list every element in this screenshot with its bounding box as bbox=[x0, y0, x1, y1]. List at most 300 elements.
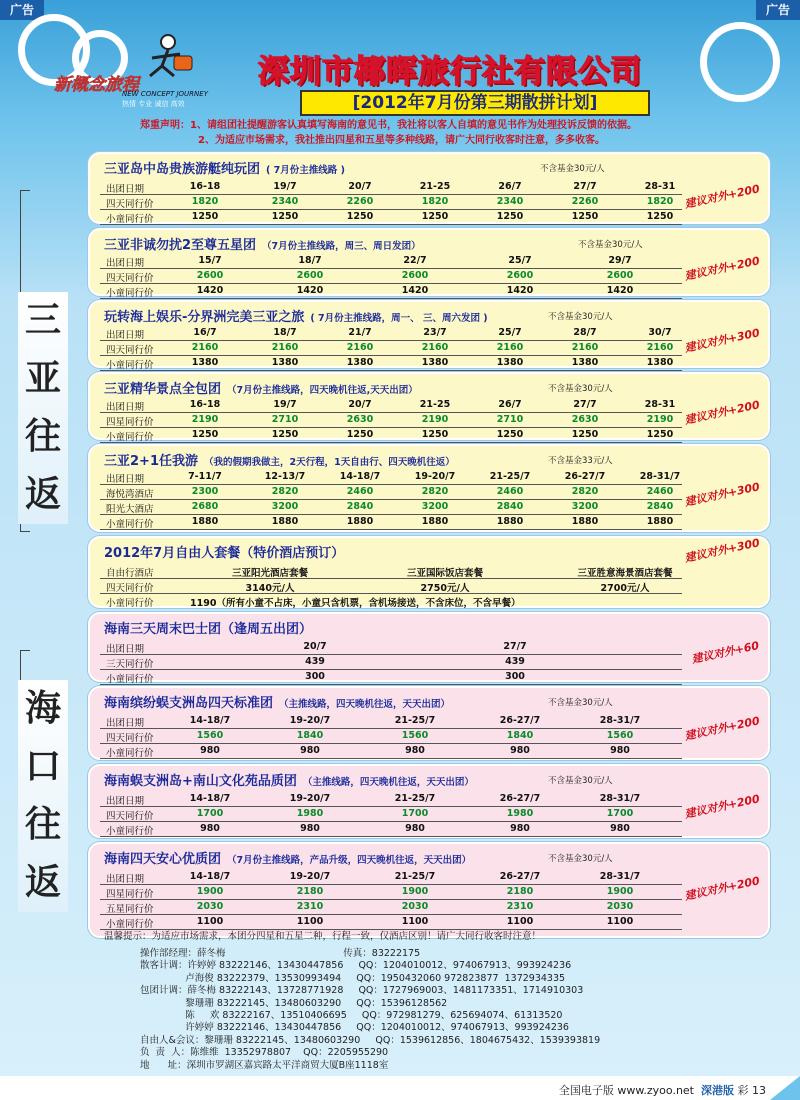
price-cell: 3140元/人 bbox=[245, 583, 295, 594]
tour-subtitle: ( 7月份主推线路 ) bbox=[266, 165, 345, 176]
ad-tag-right: 广告 bbox=[756, 0, 800, 20]
price-cell: 3200 bbox=[421, 501, 449, 512]
price-cell: 22/7 bbox=[403, 255, 427, 266]
row-label: 五星同行价 bbox=[106, 904, 154, 915]
row-label: 小童同行价 bbox=[106, 598, 154, 609]
price-cell: 27/7 bbox=[573, 181, 597, 192]
child-price-note: 1190（所有小童不占床，小童只含机票，含机场接送，不含床位，不含早餐） bbox=[190, 598, 521, 609]
price-cell: 1900 bbox=[606, 886, 634, 897]
price-cell: 14-18/7 bbox=[189, 715, 231, 726]
suggested-price-stamp: 建议对外+300 bbox=[683, 536, 761, 565]
tour-title bbox=[104, 770, 474, 789]
price-cell: 1100 bbox=[506, 916, 534, 927]
price-cell: 1380 bbox=[646, 357, 674, 368]
price-cell: 2190 bbox=[191, 414, 219, 425]
price-cell: 300 bbox=[505, 671, 525, 682]
price-cell: 980 bbox=[405, 823, 425, 834]
suggested-price-stamp: 建议对外+200 bbox=[683, 254, 761, 283]
tour-title-text: 玩转海上娱乐-分界洲完美三亚之旅 bbox=[104, 310, 305, 325]
tip-text: 温馨提示：为适应市场需求，本团分四星和五星二种，行程一致，仅酒店区别！请广大同行收客时注意！ bbox=[104, 931, 542, 942]
price-cell: 2160 bbox=[646, 342, 674, 353]
price-row bbox=[100, 500, 682, 515]
price-row bbox=[100, 515, 682, 530]
price-row bbox=[100, 195, 682, 210]
price-cell: 1420 bbox=[401, 285, 429, 296]
price-row bbox=[100, 428, 682, 443]
price-cell: 21-25 bbox=[419, 399, 451, 410]
tour-title bbox=[104, 618, 312, 637]
price-cell: 三亚胜意海景酒店套餐 bbox=[577, 568, 673, 579]
price-cell: 1250 bbox=[571, 429, 599, 440]
logo-name: 新概念旅程 bbox=[54, 75, 139, 95]
price-cell: 2630 bbox=[571, 414, 599, 425]
price-cell: 2680 bbox=[191, 501, 219, 512]
price-cell: 26/7 bbox=[498, 181, 522, 192]
price-row bbox=[100, 180, 682, 195]
price-row bbox=[100, 792, 682, 807]
logo-en: NEW CONCEPT JOURNEY bbox=[122, 90, 208, 98]
row-label: 出团日期 bbox=[106, 644, 145, 655]
price-cell: 2340 bbox=[496, 196, 524, 207]
price-cell: 29/7 bbox=[608, 255, 632, 266]
price-row bbox=[100, 269, 682, 284]
price-cell: 2260 bbox=[571, 196, 599, 207]
price-cell: 2460 bbox=[496, 486, 524, 497]
traveler-icon bbox=[128, 32, 208, 82]
notice-line-2: 2、为适应市场需求，我社推出四星和五星等多种线路，请广大同行收客时注意，多多收客。 bbox=[198, 135, 605, 146]
tour-title bbox=[104, 848, 471, 867]
price-row bbox=[100, 326, 682, 341]
tour-subtitle: （7月份主推线路，产品升级，四天晚机往返，天天出团） bbox=[227, 855, 472, 866]
suggested-price-stamp: 建议对外+200 bbox=[683, 398, 761, 427]
price-cell: 980 bbox=[510, 823, 530, 834]
price-cell: 2030 bbox=[606, 901, 634, 912]
price-cell: 27/7 bbox=[503, 641, 527, 652]
tour-subtitle: ( 7月份主推线路，周一、 三、周六发团 ) bbox=[310, 313, 488, 324]
tour-panel-p3 bbox=[88, 300, 770, 371]
price-cell: 2160 bbox=[191, 342, 219, 353]
price-cell: 20/7 bbox=[348, 399, 372, 410]
price-row bbox=[100, 398, 682, 413]
footer-corner bbox=[770, 1076, 800, 1100]
price-cell: 2840 bbox=[646, 501, 674, 512]
price-cell: 3200 bbox=[571, 501, 599, 512]
price-cell: 2160 bbox=[421, 342, 449, 353]
price-cell: 2160 bbox=[571, 342, 599, 353]
tour-panel-p5 bbox=[88, 444, 770, 532]
price-row bbox=[100, 655, 682, 670]
tour-title bbox=[104, 158, 345, 177]
row-label: 三天同行价 bbox=[106, 659, 154, 670]
row-label: 阳光大酒店 bbox=[106, 504, 154, 515]
price-cell: 21-25/7 bbox=[394, 793, 436, 804]
tour-panel-p1 bbox=[88, 152, 770, 224]
suggested-price-stamp: 建议对外+300 bbox=[683, 326, 761, 355]
tour-title-text: 三亚非诚勿扰2至尊五星团 bbox=[104, 238, 257, 253]
tour-title-text: 三亚2+1任我游 bbox=[104, 454, 198, 469]
price-cell: 1700 bbox=[606, 808, 634, 819]
price-cell: 439 bbox=[505, 656, 525, 667]
row-label: 出团日期 bbox=[106, 874, 145, 885]
section-char: 返 bbox=[24, 862, 61, 903]
plan-title: [2012年7月份第三期散拼计划] bbox=[300, 90, 650, 116]
price-row bbox=[100, 356, 682, 371]
price-cell: 1250 bbox=[346, 211, 374, 222]
price-cell: 2310 bbox=[296, 901, 324, 912]
price-cell: 15/7 bbox=[198, 255, 222, 266]
footer-site: 全国电子版 www.zyoo.net bbox=[558, 1084, 694, 1097]
row-label: 小童同行价 bbox=[106, 919, 154, 930]
price-cell: 三亚阳光酒店套餐 bbox=[231, 568, 308, 579]
tour-title bbox=[104, 692, 450, 711]
price-cell: 1420 bbox=[296, 285, 324, 296]
row-label: 出团日期 bbox=[106, 184, 145, 195]
price-cell: 1250 bbox=[496, 211, 524, 222]
row-label: 四星同行价 bbox=[106, 417, 154, 428]
price-cell: 1880 bbox=[646, 516, 674, 527]
price-cell: 1900 bbox=[196, 886, 224, 897]
tour-title-text: 海南三天周末巴士团（逢周五出团） bbox=[104, 622, 313, 637]
price-cell: 19/7 bbox=[273, 181, 297, 192]
section-char: 往 bbox=[24, 416, 61, 457]
price-cell: 1380 bbox=[571, 357, 599, 368]
fund-note: 不含基金30元/人 bbox=[540, 164, 605, 174]
row-label: 四星同行价 bbox=[106, 889, 154, 900]
price-cell: 1380 bbox=[496, 357, 524, 368]
price-cell: 1880 bbox=[271, 516, 299, 527]
tour-title-text: 海南缤纷蜈支洲岛四天标准团 bbox=[104, 696, 274, 711]
price-cell: 19/7 bbox=[273, 399, 297, 410]
price-cell: 1880 bbox=[496, 516, 524, 527]
row-label: 四天同行价 bbox=[106, 199, 154, 210]
tour-panel-h3 bbox=[88, 764, 770, 838]
price-cell: 2160 bbox=[271, 342, 299, 353]
row-label: 出团日期 bbox=[106, 402, 145, 413]
row-label: 小童同行价 bbox=[106, 826, 154, 837]
tour-title-text: 海南蜈支洲岛+南山文化苑品质团 bbox=[104, 774, 297, 789]
tour-subtitle: （7月份主推线路，周三、周日发团） bbox=[262, 241, 421, 252]
price-cell: 1100 bbox=[296, 916, 324, 927]
price-row bbox=[100, 640, 682, 655]
tour-subtitle: （7月份主推线路，四天晚机往返,天天出团） bbox=[227, 385, 418, 396]
suggested-price-stamp: 建议对外+200 bbox=[683, 792, 761, 821]
price-cell: 21-25/7 bbox=[394, 871, 436, 882]
price-cell: 980 bbox=[405, 745, 425, 756]
price-cell: 1840 bbox=[296, 730, 324, 741]
row-label: 四天同行价 bbox=[106, 273, 154, 284]
price-cell: 2600 bbox=[296, 270, 324, 281]
price-cell: 1820 bbox=[191, 196, 219, 207]
price-cell: 1380 bbox=[191, 357, 219, 368]
price-cell: 1880 bbox=[191, 516, 219, 527]
price-cell: 1100 bbox=[606, 916, 634, 927]
price-row bbox=[100, 470, 682, 485]
tour-panel-h2 bbox=[88, 686, 770, 760]
price-cell: 21-25 bbox=[419, 181, 451, 192]
price-cell: 14-18/7 bbox=[189, 871, 231, 882]
price-row bbox=[100, 210, 682, 225]
tour-title-text: 2012年7月自由人套餐（特价酒店预订） bbox=[104, 546, 345, 561]
price-cell: 19-20/7 bbox=[414, 471, 456, 482]
price-cell: 21/7 bbox=[348, 327, 372, 338]
price-row bbox=[100, 744, 682, 759]
price-cell: 2340 bbox=[271, 196, 299, 207]
row-label: 四天同行价 bbox=[106, 733, 154, 744]
tour-title bbox=[104, 234, 421, 253]
price-cell: 2750元/人 bbox=[420, 583, 470, 594]
price-cell: 980 bbox=[610, 745, 630, 756]
price-cell: 2030 bbox=[196, 901, 224, 912]
price-cell: 1880 bbox=[346, 516, 374, 527]
price-cell: 2460 bbox=[346, 486, 374, 497]
row-label: 自由行酒店 bbox=[106, 568, 154, 579]
tour-title bbox=[104, 378, 418, 397]
price-row bbox=[100, 594, 682, 609]
row-label: 四天同行价 bbox=[106, 811, 154, 822]
notice bbox=[140, 118, 637, 148]
price-cell: 980 bbox=[300, 745, 320, 756]
price-cell: 2460 bbox=[646, 486, 674, 497]
section-char: 三 bbox=[24, 300, 61, 341]
tour-subtitle: （主推线路，四天晚机往返，天天出团） bbox=[302, 777, 474, 788]
price-row bbox=[100, 284, 682, 299]
row-label: 小童同行价 bbox=[106, 360, 154, 371]
price-cell: 1880 bbox=[571, 516, 599, 527]
price-cell: 1560 bbox=[401, 730, 429, 741]
price-cell: 26-27/7 bbox=[499, 793, 541, 804]
row-label: 小童同行价 bbox=[106, 288, 154, 299]
tour-panel-p4 bbox=[88, 372, 770, 443]
price-cell: 1250 bbox=[646, 429, 674, 440]
tour-panel-p6 bbox=[88, 536, 770, 608]
price-row bbox=[100, 729, 682, 744]
price-cell: 439 bbox=[305, 656, 325, 667]
price-cell: 2180 bbox=[296, 886, 324, 897]
price-cell: 1380 bbox=[346, 357, 374, 368]
price-cell: 19-20/7 bbox=[289, 715, 331, 726]
price-cell: 27/7 bbox=[573, 399, 597, 410]
price-cell: 23/7 bbox=[423, 327, 447, 338]
price-cell: 18/7 bbox=[298, 255, 322, 266]
suggested-price-stamp: 建议对外+60 bbox=[690, 639, 761, 666]
row-label: 小童同行价 bbox=[106, 674, 154, 685]
price-cell: 2710 bbox=[271, 414, 299, 425]
price-cell: 26/7 bbox=[498, 399, 522, 410]
price-cell: 2820 bbox=[271, 486, 299, 497]
price-cell: 2600 bbox=[606, 270, 634, 281]
price-row bbox=[100, 870, 682, 885]
price-row bbox=[100, 900, 682, 915]
row-label: 小童同行价 bbox=[106, 748, 154, 759]
price-row bbox=[100, 579, 682, 594]
fund-note: 不含基金30元/人 bbox=[548, 854, 613, 864]
price-row bbox=[100, 564, 682, 579]
price-cell: 1250 bbox=[271, 429, 299, 440]
price-cell: 1250 bbox=[191, 429, 219, 440]
price-cell: 1380 bbox=[271, 357, 299, 368]
section-char: 往 bbox=[24, 804, 61, 845]
fund-note: 不含基金30元/人 bbox=[548, 776, 613, 786]
row-label: 四天同行价 bbox=[106, 345, 154, 356]
price-cell: 2710 bbox=[496, 414, 524, 425]
price-cell: 18/7 bbox=[273, 327, 297, 338]
section-char: 亚 bbox=[24, 358, 61, 399]
section-char: 口 bbox=[24, 746, 61, 787]
price-cell: 2160 bbox=[496, 342, 524, 353]
price-cell: 28-31/7 bbox=[599, 793, 641, 804]
price-cell: 1420 bbox=[196, 285, 224, 296]
company-logo bbox=[48, 32, 218, 112]
price-cell: 16/7 bbox=[193, 327, 217, 338]
price-cell: 980 bbox=[200, 823, 220, 834]
price-cell: 980 bbox=[510, 745, 530, 756]
section-char: 返 bbox=[24, 474, 61, 515]
price-cell: 1250 bbox=[271, 211, 299, 222]
price-cell: 1980 bbox=[296, 808, 324, 819]
price-row bbox=[100, 341, 682, 356]
price-cell: 28/7 bbox=[573, 327, 597, 338]
price-cell: 2700元/人 bbox=[600, 583, 650, 594]
price-cell: 21-25/7 bbox=[394, 715, 436, 726]
price-cell: 19-20/7 bbox=[289, 793, 331, 804]
row-label: 小童同行价 bbox=[106, 519, 154, 530]
price-cell: 30/7 bbox=[648, 327, 672, 338]
price-cell: 28-31 bbox=[644, 181, 676, 192]
price-cell: 2630 bbox=[346, 414, 374, 425]
price-cell: 2180 bbox=[506, 886, 534, 897]
price-cell: 2190 bbox=[646, 414, 674, 425]
price-cell: 1420 bbox=[606, 285, 634, 296]
price-cell: 2260 bbox=[346, 196, 374, 207]
tour-panel-h4 bbox=[88, 842, 770, 938]
price-cell: 7-11/7 bbox=[188, 471, 222, 482]
footer-page: 彩 13 bbox=[737, 1084, 766, 1097]
fund-note: 不含基金30元/人 bbox=[578, 240, 643, 250]
price-row bbox=[100, 413, 682, 428]
price-cell: 980 bbox=[200, 745, 220, 756]
tour-panel-p2 bbox=[88, 228, 770, 299]
tour-title bbox=[104, 542, 344, 561]
price-cell: 19-20/7 bbox=[289, 871, 331, 882]
price-row bbox=[100, 885, 682, 900]
price-cell: 980 bbox=[610, 823, 630, 834]
section-label-sanya bbox=[18, 292, 68, 524]
price-cell: 14-18/7 bbox=[189, 793, 231, 804]
price-cell: 1380 bbox=[421, 357, 449, 368]
price-cell: 1900 bbox=[401, 886, 429, 897]
fund-note: 不含基金30元/人 bbox=[548, 384, 613, 394]
price-row bbox=[100, 670, 682, 685]
price-cell: 28-31/7 bbox=[599, 715, 641, 726]
price-cell: 2840 bbox=[496, 501, 524, 512]
row-label: 出团日期 bbox=[106, 258, 145, 269]
price-cell: 1100 bbox=[196, 916, 224, 927]
price-cell: 1880 bbox=[421, 516, 449, 527]
price-cell: 2600 bbox=[401, 270, 429, 281]
notice-line-1: 1、请组团社提醒游客认真填写海南的意见书，我社将以客人自填的意见书作为处理投诉反馈的依据。 bbox=[190, 120, 637, 131]
price-row bbox=[100, 485, 682, 500]
price-row bbox=[100, 807, 682, 822]
ad-tag-left: 广告 bbox=[0, 0, 44, 20]
price-cell: 3200 bbox=[271, 501, 299, 512]
price-cell: 26-27/7 bbox=[499, 715, 541, 726]
price-row bbox=[100, 822, 682, 837]
price-cell: 20/7 bbox=[348, 181, 372, 192]
price-cell: 1420 bbox=[506, 285, 534, 296]
row-label: 出团日期 bbox=[106, 330, 145, 341]
price-cell: 1250 bbox=[346, 429, 374, 440]
row-label: 海悦湾酒店 bbox=[106, 489, 154, 500]
price-cell: 1250 bbox=[421, 429, 449, 440]
row-label: 四天同行价 bbox=[106, 583, 154, 594]
price-cell: 2600 bbox=[196, 270, 224, 281]
price-cell: 2300 bbox=[191, 486, 219, 497]
price-cell: 2840 bbox=[346, 501, 374, 512]
price-row bbox=[100, 714, 682, 729]
price-cell: 1820 bbox=[646, 196, 674, 207]
price-cell: 26-27/7 bbox=[499, 871, 541, 882]
logo-slogan: 热情 专业 诚信 高效 bbox=[122, 100, 185, 108]
fund-note: 不含基金30元/人 bbox=[548, 312, 613, 322]
price-cell: 1700 bbox=[401, 808, 429, 819]
section-char: 海 bbox=[24, 688, 61, 729]
price-cell: 1700 bbox=[196, 808, 224, 819]
price-cell: 28-31/7 bbox=[639, 471, 681, 482]
price-cell: 2030 bbox=[401, 901, 429, 912]
price-cell: 1100 bbox=[401, 916, 429, 927]
price-cell: 28-31/7 bbox=[599, 871, 641, 882]
price-cell: 21-25/7 bbox=[489, 471, 531, 482]
price-cell: 980 bbox=[300, 823, 320, 834]
company-title: 深圳市椰晖旅行社有限公司 bbox=[258, 54, 642, 90]
tour-title-text: 三亚岛中岛贵族游艇纯玩团 bbox=[104, 162, 261, 177]
price-cell: 14-18/7 bbox=[339, 471, 381, 482]
price-cell: 1250 bbox=[191, 211, 219, 222]
fund-note: 不含基金33元/人 bbox=[548, 456, 613, 466]
tour-title-text: 海南四天安心优质团 bbox=[104, 852, 222, 867]
suggested-price-stamp: 建议对外+200 bbox=[683, 182, 761, 211]
price-cell: 1820 bbox=[421, 196, 449, 207]
price-cell: 2820 bbox=[571, 486, 599, 497]
price-cell: 16-18 bbox=[189, 181, 221, 192]
price-cell: 1250 bbox=[646, 211, 674, 222]
footer-edition: 深港版 bbox=[701, 1084, 734, 1097]
price-cell: 25/7 bbox=[498, 327, 522, 338]
price-cell: 28-31 bbox=[644, 399, 676, 410]
fund-note: 不含基金30元/人 bbox=[548, 698, 613, 708]
row-label: 出团日期 bbox=[106, 718, 145, 729]
tour-title bbox=[104, 450, 455, 469]
section-label-haikou bbox=[18, 680, 68, 912]
price-cell: 1840 bbox=[506, 730, 534, 741]
price-cell: 1250 bbox=[421, 211, 449, 222]
price-cell: 2820 bbox=[421, 486, 449, 497]
price-cell: 1250 bbox=[496, 429, 524, 440]
price-row bbox=[100, 254, 682, 269]
footer bbox=[0, 1076, 800, 1100]
row-label: 出团日期 bbox=[106, 474, 145, 485]
footer-text bbox=[559, 1082, 766, 1098]
suggested-price-stamp: 建议对外+200 bbox=[683, 714, 761, 743]
suggested-price-stamp: 建议对外+200 bbox=[683, 874, 761, 903]
tour-title-text: 三亚精华景点全包团 bbox=[104, 382, 222, 397]
row-label: 小童同行价 bbox=[106, 214, 154, 225]
tour-subtitle: （我的假期我做主，2天行程，1天自由行、四天晚机往返） bbox=[203, 457, 455, 468]
tour-panel-h1 bbox=[88, 612, 770, 685]
price-cell: 16-18 bbox=[189, 399, 221, 410]
price-cell: 25/7 bbox=[508, 255, 532, 266]
price-cell: 1250 bbox=[571, 211, 599, 222]
